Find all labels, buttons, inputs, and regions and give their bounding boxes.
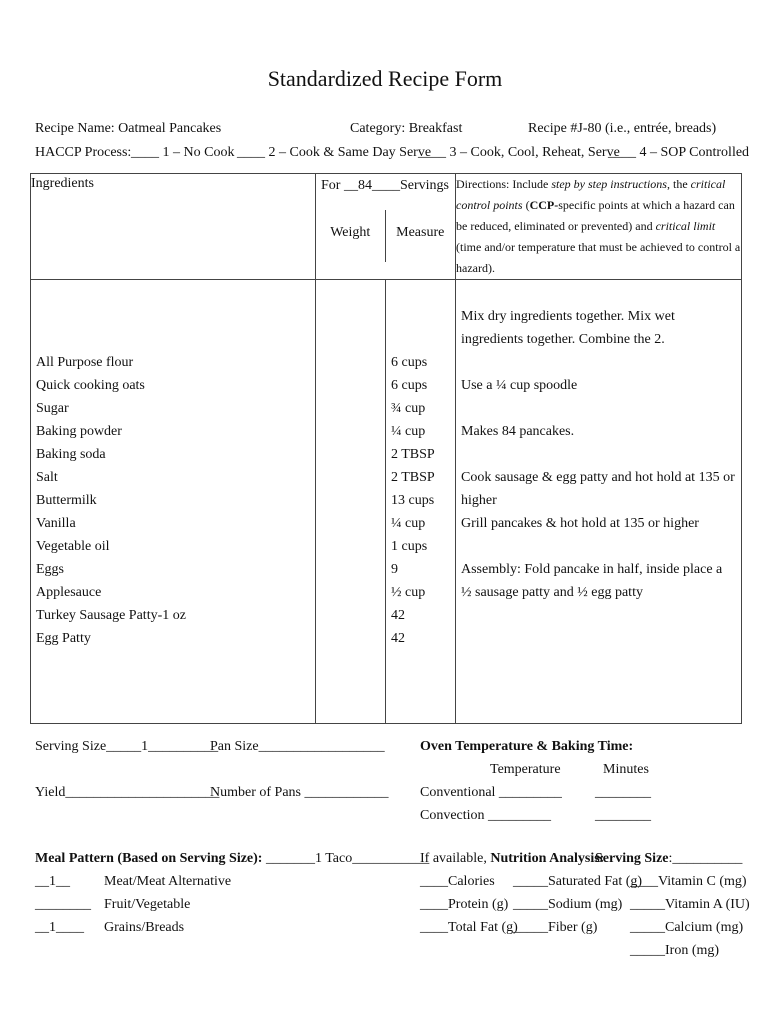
measure-header: Measure (396, 225, 445, 240)
nutrition-header (420, 851, 604, 867)
ingredients-list (36, 351, 310, 650)
nutrition-serving (595, 851, 742, 867)
measure-cell (386, 280, 456, 724)
direction-step: Cook sausage & egg patty and hot hold at 135 or higher (461, 470, 735, 508)
directions-header (456, 174, 741, 279)
servings-header: For __84____Servings (321, 178, 449, 193)
ingredient-name: Vegetable oil (36, 539, 110, 554)
temperature-header: Temperature (490, 762, 561, 777)
directions-italic: step by step instructions (551, 177, 667, 191)
ingredient-name: Applesauce (36, 585, 102, 600)
meal-label: Fruit/Vegetable (104, 897, 191, 912)
directions-text: ( (522, 198, 530, 212)
minutes-header: Minutes (603, 762, 649, 777)
ingredient-name: Eggs (36, 562, 64, 577)
direction-step: Use a ¼ cup spoodle (461, 378, 578, 393)
nutrition-item: ____Protein (g) (420, 897, 509, 912)
nutrition-item: _____Fiber (g) (513, 920, 598, 935)
category: Category: Breakfast (350, 121, 463, 136)
ingredient-measure: 6 cups (391, 355, 428, 370)
pan-size: Pan Size__________________ (210, 739, 385, 754)
meal-blank: __1__ (35, 874, 70, 889)
direction-step: Mix dry ingredients together. Mix wet ingredients together. Combine the 2. (461, 309, 675, 347)
ingredient-measure: ¼ cup (391, 424, 426, 439)
nutrition-item: ____Vitamin C (mg) (630, 874, 747, 889)
ingredient-name: Salt (36, 470, 58, 485)
nutrition-item: ____Total Fat (g) (420, 920, 518, 935)
ingredient-measure: 42 (391, 631, 405, 646)
measure-list (391, 351, 451, 650)
meal-blank: __1____ (35, 920, 84, 935)
yield: Yield______________________ (35, 785, 220, 800)
ingredient-measure: 2 TBSP (391, 470, 435, 485)
nutrition-serving-blank: :__________ (668, 851, 743, 866)
nutrition-item: ____Calories (420, 874, 495, 889)
meal-pattern-value: _______1 Taco___________ (262, 851, 430, 866)
weight-header: Weight (316, 210, 386, 262)
nutrition-item: _____Saturated Fat (g) (513, 874, 643, 889)
number-of-pans: Number of Pans ____________ (210, 785, 389, 800)
meal-pattern (35, 851, 429, 867)
ingredient-name: Baking soda (36, 447, 106, 462)
nutrition-serving-label: Serving Size (595, 851, 669, 866)
ingredient-name: Egg Patty (36, 631, 91, 646)
ingredient-measure: 42 (391, 608, 405, 623)
nutrition-title: Nutrition Analysis: (490, 851, 605, 866)
weight-cell (316, 280, 386, 724)
directions-text: Directions: Include (456, 177, 552, 191)
nutrition-item: _____Calcium (mg) (630, 920, 744, 935)
ingredient-name: Baking powder (36, 424, 122, 439)
haccp-option-1: ____ 1 – No Cook (131, 145, 235, 160)
ingredient-measure: ¼ cup (391, 516, 426, 531)
ingredients-header: Ingredients (31, 176, 94, 191)
ingredients-header-cell (31, 174, 316, 280)
servings-header-cell (316, 174, 456, 280)
ingredient-name: Quick cooking oats (36, 378, 145, 393)
ingredient-name: Buttermilk (36, 493, 97, 508)
serving-size: Serving Size_____1__________ (35, 739, 219, 754)
meal-blank: ________ (35, 897, 91, 912)
ingredient-name: Sugar (36, 401, 69, 416)
oven-title: Oven Temperature & Baking Time: (420, 739, 634, 754)
nutrition-item: _____Vitamin A (IU) (630, 897, 750, 912)
haccp-option-4: ____ 4 – SOP Controlled (608, 145, 750, 160)
directions-text: , the (666, 177, 691, 191)
form-title: Standardized Recipe Form (267, 66, 503, 91)
meal-label: Grains/Breads (104, 920, 185, 935)
recipe-name: Recipe Name: Oatmeal Pancakes (35, 121, 222, 136)
nutrition-prefix: If available, (420, 851, 491, 866)
ingredients-cell (31, 280, 316, 724)
directions-cell (456, 280, 742, 724)
ingredient-measure: ½ cup (391, 585, 426, 600)
direction-step: Grill pancakes & hot hold at 135 or higher (461, 516, 699, 531)
ingredient-measure: 9 (391, 562, 398, 577)
directions-header-cell (456, 174, 742, 280)
ingredient-name: All Purpose flour (36, 355, 134, 370)
ingredient-measure: 6 cups (391, 378, 428, 393)
convection: Convection _________ (420, 808, 552, 823)
directions-text: specific points at which a hazard can be reduced, eliminated or prevented) and (456, 198, 735, 233)
ingredient-name: Turkey Sausage Patty-1 oz (36, 608, 186, 623)
convection-minutes: ________ (595, 808, 651, 823)
haccp-option-2: ____ 2 – Cook & Same Day Serve (237, 145, 432, 160)
nutrition-item: _____Sodium (mg) (513, 897, 623, 912)
ingredient-measure: 13 cups (391, 493, 435, 508)
ingredient-name: Vanilla (36, 516, 76, 531)
haccp-option-3: ____ 3 – Cook, Cool, Reheat, Serve (418, 145, 620, 160)
recipe-table (30, 173, 742, 724)
direction-step: Assembly: Fold pancake in half, inside place a ½ sausage patty and ½ egg patty (461, 562, 723, 600)
meal-label: Meat/Meat Alternative (104, 874, 232, 889)
direction-step: Makes 84 pancakes. (461, 424, 575, 439)
meal-pattern-title: Meal Pattern (Based on Serving Size): (35, 851, 263, 866)
directions-text: (time and/or temperature that must be achieved to control a hazard). (456, 240, 741, 275)
haccp-label: HACCP Process: (35, 145, 132, 160)
nutrition-item: _____Iron (mg) (630, 943, 720, 958)
ingredient-measure: 2 TBSP (391, 447, 435, 462)
directions-bold: CCP- (529, 198, 559, 212)
directions-italic: critical control points (456, 177, 726, 212)
conventional-minutes: ________ (595, 785, 651, 800)
ingredient-measure: 1 cups (391, 539, 428, 554)
conventional: Conventional _________ (420, 785, 562, 800)
recipe-number: Recipe #J-80 (i.e., entrée, breads) (528, 121, 717, 136)
directions-italic: critical limit (655, 219, 716, 233)
ingredient-measure: ¾ cup (391, 401, 426, 416)
